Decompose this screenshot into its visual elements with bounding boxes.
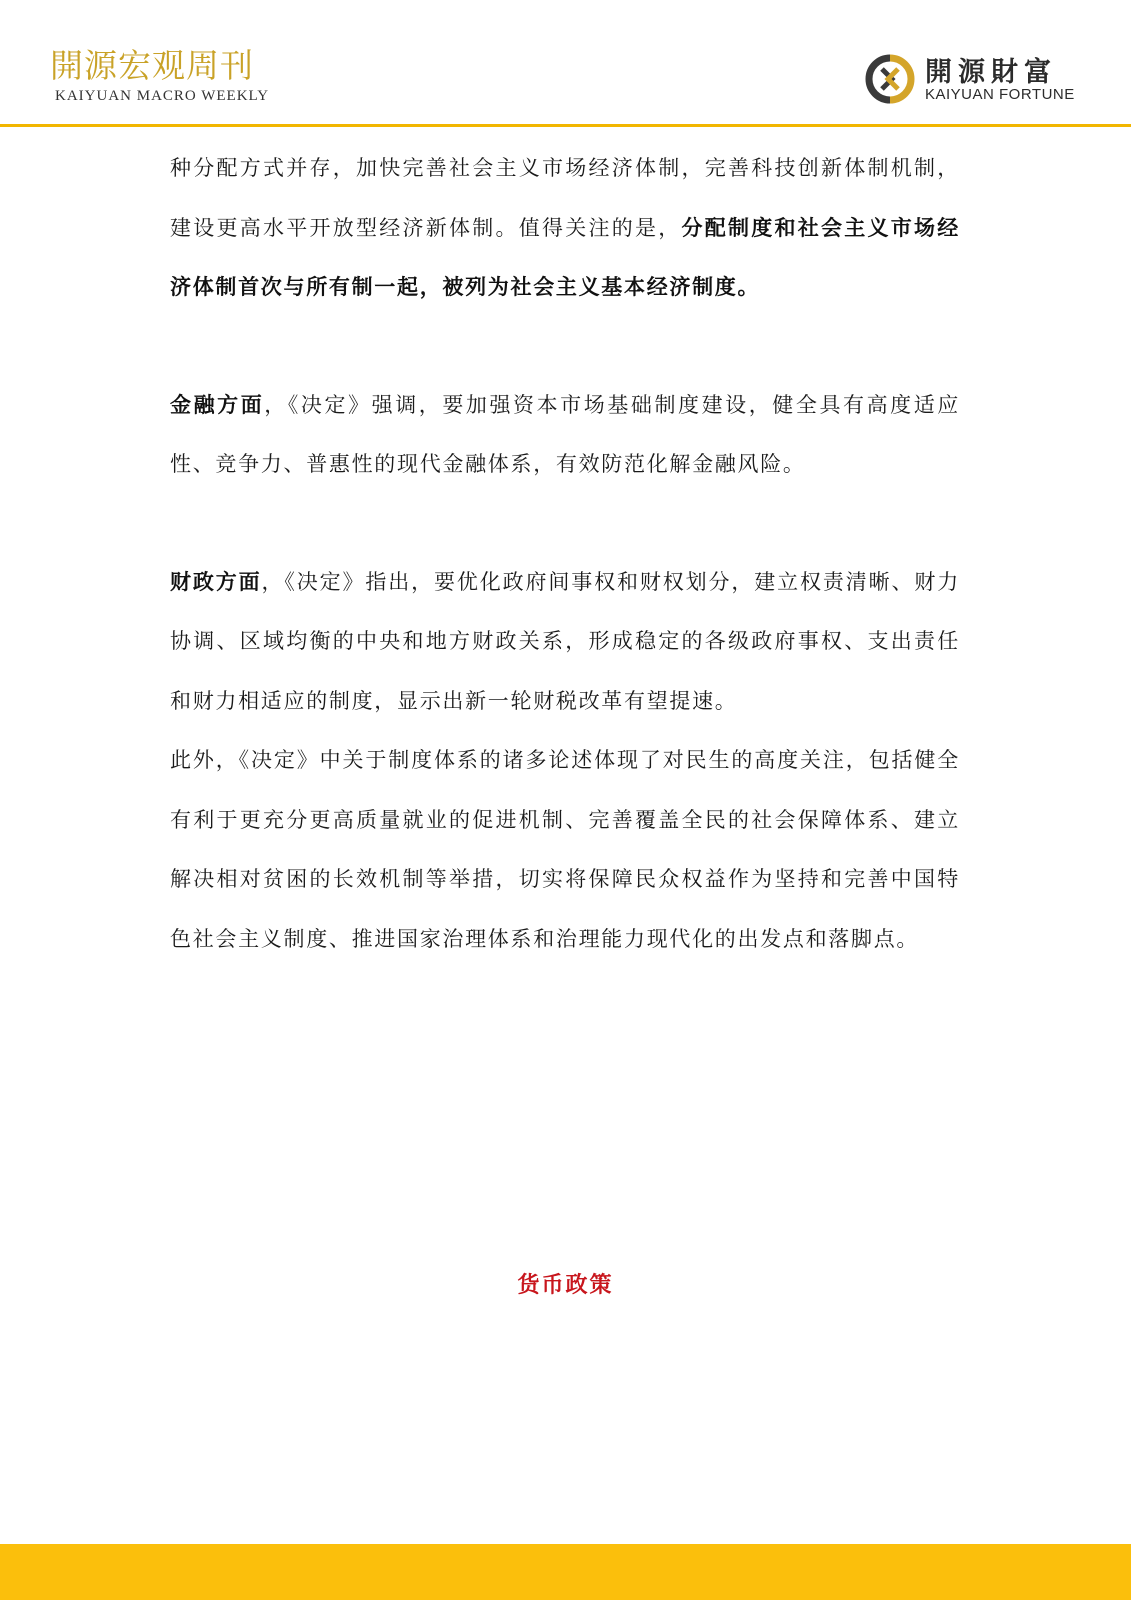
paragraph-lead-finance: 金融方面 (170, 392, 265, 417)
footer-bar (0, 1544, 1131, 1600)
paragraph-text: ，《决定》强调，要加强资本市场基础制度建设，健全具有高度适应性、竞争力、普惠性的现代金融体系，有效防范化解金融风险。 (170, 392, 960, 476)
paragraph-text: ，《决定》指出，要优化政府间事权和财权划分，建立权责清晰、财力协调、区域均衡的中央和地方财政关系，形成稳定的各级政府事权、支出责任和财力相适应的制度，显示出新一轮财税改革有望提速。 (170, 569, 960, 713)
logo-text-english: KAIYUAN FORTUNE (925, 86, 1075, 103)
article-body (170, 139, 960, 969)
paragraph-finance (170, 376, 960, 495)
logo-text-chinese: 開源財富 (925, 57, 1057, 88)
paragraph-fiscal (170, 553, 960, 732)
page-header (0, 0, 1131, 128)
kaiyuan-logo-icon (865, 54, 915, 104)
header-divider (0, 124, 1131, 127)
section-heading-monetary-policy: 货币政策 (517, 1273, 614, 1298)
paragraph-text: 种分配方式并存，加快完善社会主义市场经济体制，完善科技创新体制机制，建设更高水平开放型经济新体制。值得关注的是， (170, 156, 960, 240)
paragraph-lead-fiscal: 财政方面 (170, 569, 262, 594)
paragraph-text: 此外，《决定》中关于制度体系的诸多论述体现了对民生的高度关注，包括健全有利于更充分更高质量就业的促进机制、完善覆盖全民的社会保障体系、建立解决相对贫困的长效机制等举措，切实将保障民众权益作为坚持和完善中国特色社会主义制度、推进国家治理体系和治理能力现代化的出发点和落脚点。 (170, 748, 960, 951)
publication-subtitle: KAIYUAN MACRO WEEKLY (55, 88, 270, 104)
publication-title: 開源宏观周刊 (50, 46, 254, 85)
kaiyuan-fortune-logo (865, 50, 1105, 110)
paragraph-livelihood (170, 731, 960, 969)
paragraph-economic-system (170, 139, 960, 318)
paragraph-emphasis: 分配制度和社会主义市场经济体制首次与所有制一起，被列为社会主义基本经济制度。 (170, 215, 960, 299)
